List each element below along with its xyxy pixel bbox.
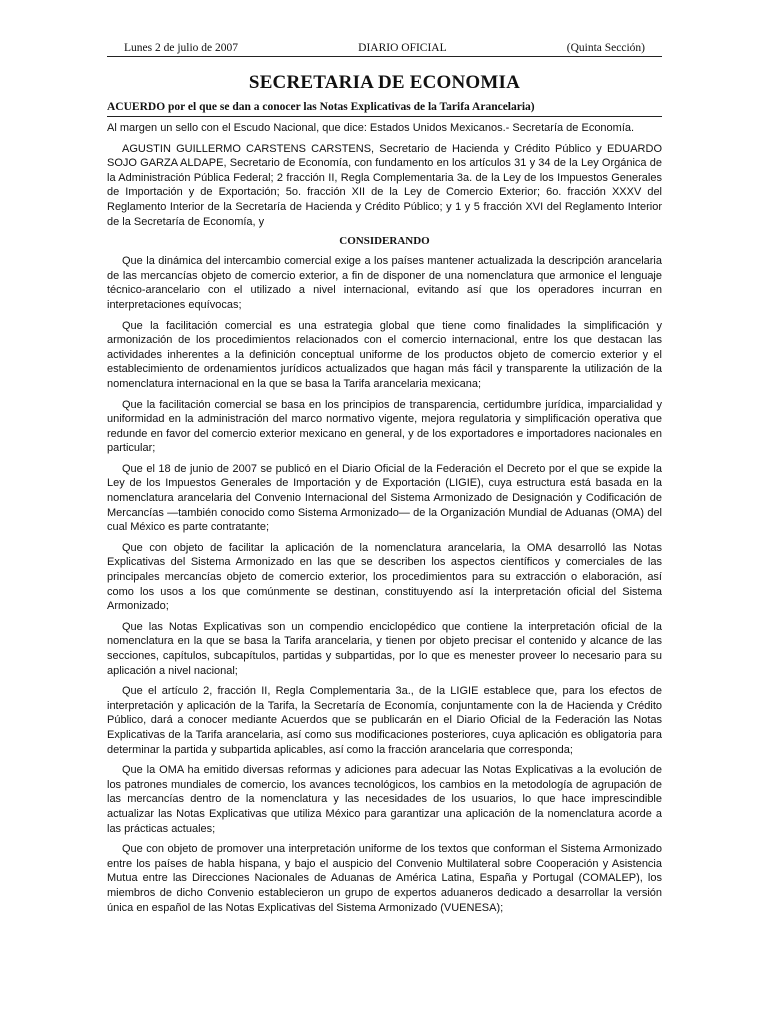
secretaria-heading: SECRETARIA DE ECONOMIA [248,72,521,93]
header-date: Lunes 2 de julio de 2007 [124,42,239,54]
header-section: (Quinta Sección) [566,42,645,54]
considerando-paragraph-4: Que el 18 de junio de 2007 se publicó en el Diario Oficial de la Federación el Decreto por el que se expide la Ley de los Impuestos Generales de Importación y de Exportación (LIGIE), cuya estructura está basada en la nomenclatura arancelaria del Convenio Internacional del Sistema Armonizado de Designación y Codificación de Mercancías —también conocido como Sistema Armonizado— de la Organización Mundial de Aduanas (OMA) del cual México es parte contratante; [107,462,662,534]
margin-note: Al margen un sello con el Escudo Nacional, que dice: Estados Unidos Mexicanos.- Secretaría de Economía. [107,122,635,134]
running-header [107,40,662,57]
considerando-paragraph-5: Que con objeto de facilitar la aplicación de la nomenclatura arancelaria, la OMA desarrolló las Notas Explicativas del Sistema Armonizado en las que se describen los aspectos científicos y comerciales de las principales mercancías objeto de comercio exterior, los procedimientos para su extracción o elaboración, así como los usos a los que comúnmente se destinan, constituyendo así la interpretación oficial del Sistema Armonizado; [107,541,662,613]
considerando-paragraph-2: Que la facilitación comercial es una estrategia global que tiene como finalidades la simplificación y armonización de los procedimientos relacionados con el comercio internacional, entre los que destacan las actividades inherentes a la definición conceptual uniforme de los productos objeto de comercio exterior y el establecimiento de ordenamientos jurídicos actualizados que hagan más fácil y transparente la utilización de la nomenclatura internacional en la que se basa la Tarifa arancelaria mexicana; [107,319,662,390]
document-body [107,121,662,915]
considerando-paragraph-1: Que la dinámica del intercambio comercial exige a los países mantener actualizada la descripción arancelaria de las mercancías objeto de comercio exterior, a fin de disponer de una nomenclatura que armonice el lenguaje técnico-arancelario con el utilizado a nivel internacional, evitando así que los operadores incurran en interpretaciones equívocas; [107,255,662,311]
acuerdo-title: ACUERDO por el que se dan a conocer las Notas Explicativas de la Tarifa Arancelaria) [107,101,662,117]
preamble-paragraph: AGUSTIN GUILLERMO CARSTENS CARSTENS, Secretario de Hacienda y Crédito Público y EDUARDO SOJO GARZA ALDAPE, Secretario de Economía, con fundamento en los artículos 31 y 34 de la Ley Orgánica de la Administración Pública Federal; 2 fracción II, Regla Complementaria 3a. de la Ley de los Impuestos Generales de Importación y de Exportación; 5o. fracción XII de la Ley de Comercio Exterior; 6o. fracción XXXV del Reglamento Interior de la Secretaría de Hacienda y Crédito Público; y 1 y 5 fracción XVI del Reglamento Interior de la Secretaría de Economía, y [107,142,662,228]
considerando-paragraph-6: Que las Notas Explicativas son un compendio enciclopédico que contiene la interpretación oficial de la nomenclatura en la que se basa la Tarifa arancelaria, y tienen por objeto precisar el contenido y alcance de las secciones, capítulos, subcapítulos, partidas y subpartidas, por lo que es menester proveer lo necesario para su aplicación a nivel nacional; [107,620,662,677]
considerando-paragraph-3: Que la facilitación comercial se basa en los principios de transparencia, certidumbre jurídica, imparcialidad y uniformidad en la administración del marco normativo vigente, mejora regulatoria y simplificación operativa que redunde en favor del comercio exterior mexicano en general, y de los exportadores e importadores nacionales en particular; [107,398,662,455]
considerando-heading: CONSIDERANDO [339,235,430,248]
considerando-paragraph-8: Que la OMA ha emitido diversas reformas y adiciones para adecuar las Notas Explicativas a la evolución de los patrones mundiales de comercio, los avances tecnológicos, los cambios en la metodología de agrupación de las mercancías dentro de la nomenclatura y las necesidades de los usuarios, lo que hace imprescindible actualizar las Notas Explicativas que utiliza México para garantizar una aplicación de la nomenclatura acorde a las prácticas actuales; [107,764,662,835]
considerando-paragraph-9: Que con objeto de promover una interpretación uniforme de los textos que conforman el Sistema Armonizado entre los países de habla hispana, y bajo el auspicio del Convenio Multilateral sobre Cooperación y Asistencia Mutua entre las Direcciones Nacionales de Aduanas de América Latina, España y Portugal (COMALEP), los miembros de dicho Convenio establecieron un grupo de expertos aduaneros dedicado a desarrollar la versión única en español de las Notas Explicativas del Sistema Armonizado (VUENESA); [107,843,662,914]
considerando-paragraph-7: Que el artículo 2, fracción II, Regla Complementaria 3a., de la LIGIE establece que, para los efectos de interpretación y aplicación de la Tarifa, la Secretaría de Economía, conjuntamente con la de Hacienda y Crédito Público, dará a conocer mediante Acuerdos que se publicarán en el Diario Oficial de la Federación las Notas Explicativas de la Tarifa arancelaria, así como sus modificaciones posteriores, cuya aplicación es obligatoria para determinar la partida y subpartida aplicables, así como la fracción arancelaria que corresponda; [107,685,662,756]
header-publication: DIARIO OFICIAL [358,42,447,54]
document-page [107,40,662,921]
